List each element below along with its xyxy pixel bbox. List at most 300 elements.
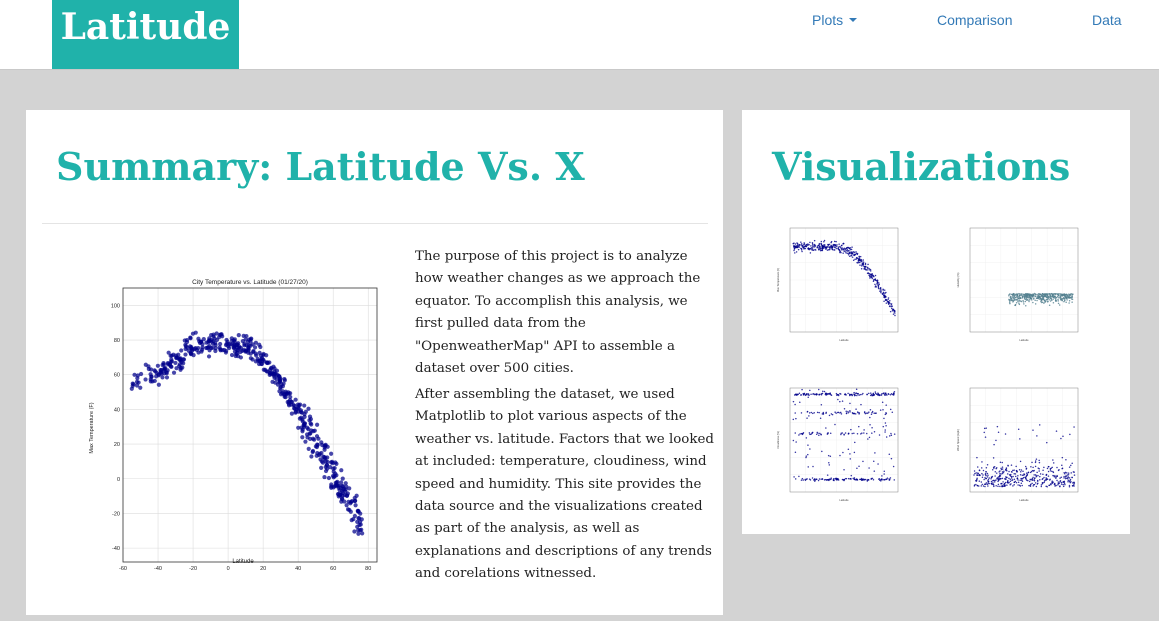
caret-down-icon (849, 18, 857, 22)
thumb-point (1050, 469, 1052, 471)
thumb-point (1000, 483, 1002, 485)
thumb-point (1026, 468, 1028, 470)
thumb-point (891, 306, 893, 308)
summary-title: Summary: Latitude Vs. X (56, 144, 585, 189)
thumb-point (1028, 472, 1030, 474)
thumb-point (832, 244, 834, 246)
thumb-point (1036, 300, 1038, 302)
thumb-point (866, 394, 868, 396)
scatter-point (322, 475, 326, 479)
thumb-point (979, 480, 981, 482)
thumb-point (813, 412, 815, 414)
thumb-point (801, 251, 803, 253)
thumb-point (1042, 483, 1044, 485)
thumb-point (997, 481, 999, 483)
thumb-point (809, 390, 811, 392)
thumb-point (1012, 301, 1014, 303)
thumb-point (993, 486, 995, 488)
nav-plots-dropdown[interactable] (812, 11, 857, 29)
thumb-point (985, 475, 987, 477)
thumb-point (1035, 462, 1037, 464)
thumb-point (861, 262, 863, 264)
thumb-point (984, 486, 986, 488)
nav-data-link[interactable]: Data (1092, 12, 1122, 28)
thumb-point (1016, 297, 1018, 299)
scatter-point (350, 518, 354, 522)
thumb-point (812, 244, 814, 246)
thumb-point (822, 249, 824, 251)
thumb-point (1065, 475, 1067, 477)
thumb-point (860, 433, 862, 435)
thumb-point (871, 278, 873, 280)
thumb-point (1009, 301, 1011, 303)
thumb-point (862, 393, 864, 395)
thumb-point (1047, 468, 1049, 470)
thumb-point (996, 472, 998, 474)
thumb-point (1053, 462, 1055, 464)
thumb-point (861, 264, 863, 266)
chart-title: City Temperature vs. Latitude (01/27/20) (192, 279, 308, 286)
scatter-point (309, 422, 313, 426)
scatter-point (290, 412, 294, 416)
x-tick-label: 60 (330, 566, 337, 572)
thumb-point (1074, 482, 1076, 484)
thumb-point (1042, 296, 1044, 298)
thumb-point (831, 413, 833, 415)
thumb-point (836, 479, 838, 481)
thumb-point (894, 433, 896, 435)
scatter-point (280, 391, 284, 395)
thumb-point (885, 296, 887, 298)
thumb-point (799, 392, 801, 394)
thumb-point (1038, 460, 1040, 462)
thumb-point (827, 474, 829, 476)
thumb-point (1042, 473, 1044, 475)
scatter-point (308, 431, 312, 435)
thumb-point (882, 401, 884, 403)
thumb-point (822, 393, 824, 395)
thumb-point (1073, 485, 1075, 487)
thumb-point (831, 248, 833, 250)
thumb-point (1059, 477, 1061, 479)
thumb-point (891, 435, 893, 437)
thumb-point (828, 249, 830, 251)
scatter-point (307, 447, 311, 451)
thumb-point (1036, 294, 1038, 296)
thumb-point (880, 409, 882, 411)
thumb-point (1044, 299, 1046, 301)
thumb-point (884, 294, 886, 296)
thumb-point (1064, 300, 1066, 302)
thumb-point (865, 479, 867, 481)
scatter-point (353, 496, 357, 500)
thumb-point (1021, 480, 1023, 482)
thumb-point (824, 479, 826, 481)
thumb-point (834, 241, 836, 243)
scatter-point (258, 351, 262, 355)
thumb-point (867, 479, 869, 481)
thumb-point (1003, 485, 1005, 487)
thumb-point (1020, 300, 1022, 302)
thumb-point (855, 254, 857, 256)
thumb-point (882, 409, 884, 411)
scatter-point (160, 375, 164, 379)
thumb-point (870, 409, 872, 411)
thumb-point (995, 471, 997, 473)
thumb-point (1013, 469, 1015, 471)
y-tick-label: 80 (113, 338, 120, 345)
thumb-point (977, 466, 979, 468)
thumb-point (1008, 478, 1010, 480)
thumb-point (809, 248, 811, 250)
thumb-wind-speed-chart[interactable] (952, 386, 1082, 506)
thumb-point (798, 476, 800, 478)
scatter-point (274, 377, 278, 381)
thumb-point (841, 413, 843, 415)
thumb-point (1022, 300, 1024, 302)
thumb-point (1017, 479, 1019, 481)
thumb-point (1019, 295, 1021, 297)
x-tick-label: 20 (260, 566, 267, 572)
thumb-point (894, 479, 896, 481)
thumb-point (1065, 302, 1067, 304)
thumb-point (987, 473, 989, 475)
thumb-point (807, 466, 809, 468)
thumb-point (991, 483, 993, 485)
thumb-point (1063, 486, 1065, 488)
thumb-point (793, 401, 795, 403)
scatter-point (344, 481, 348, 485)
summary-divider (42, 223, 708, 224)
thumb-point (884, 470, 886, 472)
thumb-point (1031, 299, 1033, 301)
thumb-point (890, 311, 892, 313)
thumb-point (809, 434, 811, 436)
thumb-point (1012, 476, 1014, 478)
thumb-point (865, 263, 867, 265)
thumb-point (1037, 297, 1039, 299)
thumb-point (887, 300, 889, 302)
thumb-point (1005, 482, 1007, 484)
thumb-point (1059, 304, 1061, 306)
thumb-point (1025, 466, 1027, 468)
thumb-point (1002, 478, 1004, 480)
scatter-point (339, 468, 343, 472)
thumb-point (875, 278, 877, 280)
thumb-point (982, 484, 984, 486)
thumb-point (996, 467, 998, 469)
thumb-point (871, 432, 873, 434)
thumb-point (979, 474, 981, 476)
thumb-point (828, 455, 830, 457)
thumb-point (1052, 475, 1054, 477)
thumb-point (1039, 293, 1041, 295)
scatter-point (228, 342, 232, 346)
nav-comparison-link[interactable]: Comparison (937, 12, 1013, 28)
thumb-point (1060, 480, 1062, 482)
thumb-point (1030, 479, 1032, 481)
thumb-point (819, 246, 821, 248)
thumb-point (1035, 474, 1037, 476)
thumb-point (993, 444, 995, 446)
thumb-point (871, 427, 873, 429)
thumb-point (995, 485, 997, 487)
thumb-point (894, 315, 896, 317)
scatter-point (219, 332, 223, 336)
scatter-point (347, 486, 351, 490)
brand-logo[interactable]: Latitude (52, 0, 239, 69)
scatter-point (249, 356, 253, 360)
thumb-point (1025, 305, 1027, 307)
thumb-point (1057, 484, 1059, 486)
thumb-point (1003, 471, 1005, 473)
thumb-point (1026, 294, 1028, 296)
thumb-point (836, 248, 838, 250)
thumb-point (1035, 303, 1037, 305)
thumb-humidity-chart[interactable] (952, 226, 1082, 346)
thumb-point (1048, 475, 1050, 477)
scatter-point (288, 391, 292, 395)
scatter-point (183, 352, 187, 356)
thumb-point (1031, 471, 1033, 473)
thumb-point (1053, 472, 1055, 474)
thumb-point (1058, 303, 1060, 305)
thumb-point (1069, 434, 1071, 436)
thumb-point (1032, 467, 1034, 469)
thumb-point (867, 273, 869, 275)
thumb-point (843, 469, 845, 471)
thumb-point (1007, 473, 1009, 475)
scatter-point (325, 460, 329, 464)
thumb-point (1028, 485, 1030, 487)
temperature-chart (82, 273, 382, 573)
thumb-point (1011, 479, 1013, 481)
thumb-point (1053, 297, 1055, 299)
thumb-point (1035, 482, 1037, 484)
thumb-point (997, 426, 999, 428)
thumb-point (1070, 472, 1072, 474)
thumb-point (1037, 483, 1039, 485)
scatter-point (268, 371, 272, 375)
thumb-point (861, 479, 863, 481)
thumb-point (885, 292, 887, 294)
scatter-point (230, 336, 234, 340)
thumb-point (851, 475, 853, 477)
thumb-point (1049, 293, 1051, 295)
thumb-point (978, 473, 980, 475)
thumb-point (982, 477, 984, 479)
thumb-point (870, 392, 872, 394)
thumb-point (1055, 475, 1057, 477)
thumb-point (1072, 485, 1074, 487)
thumb-point (988, 483, 990, 485)
thumb-point (852, 395, 854, 397)
scatter-point (183, 338, 187, 342)
thumb-point (800, 248, 802, 250)
thumb-point (1008, 299, 1010, 301)
thumb-point (1022, 474, 1024, 476)
scatter-point (238, 350, 242, 354)
scatter-point (300, 435, 304, 439)
thumb-point (893, 311, 895, 313)
thumb-point (1056, 430, 1058, 432)
thumb-point (818, 389, 820, 391)
thumb-point (984, 477, 986, 479)
scatter-point (237, 333, 241, 337)
scatter-point (254, 341, 258, 345)
scatter-point (248, 344, 252, 348)
thumb-point (1034, 477, 1036, 479)
thumb-point (1033, 479, 1035, 481)
thumb-point (1011, 297, 1013, 299)
thumb-point (795, 478, 797, 480)
thumb-point (801, 479, 803, 481)
thumb-point (996, 478, 998, 480)
thumb-point (848, 254, 850, 256)
thumb-point (859, 262, 861, 264)
chart-grid (123, 288, 377, 562)
thumb-point (846, 247, 848, 249)
thumb-point (848, 478, 850, 480)
thumb-point (1039, 424, 1041, 426)
thumb-point (819, 248, 821, 250)
thumb-point (1017, 294, 1019, 296)
thumb-point (849, 248, 851, 250)
thumb-point (823, 413, 825, 415)
thumb-point (859, 256, 861, 258)
thumb-point (795, 418, 797, 420)
thumb-point (890, 409, 892, 411)
thumb-point (1004, 483, 1006, 485)
thumb-point (1002, 473, 1004, 475)
thumb-point (831, 395, 833, 397)
thumb-point (982, 474, 984, 476)
scatter-point (334, 473, 338, 477)
thumb-point (1023, 301, 1025, 303)
thumb-cloudiness-chart[interactable] (772, 386, 902, 506)
thumb-point (1026, 299, 1028, 301)
thumb-point (851, 433, 853, 435)
scatter-point (213, 349, 217, 353)
thumb-point (806, 478, 808, 480)
thumb-point (801, 433, 803, 435)
scatter-point (168, 362, 172, 366)
thumb-point (1049, 304, 1051, 306)
thumb-point (1026, 475, 1028, 477)
thumb-point (1008, 471, 1010, 473)
thumb-point (1017, 301, 1019, 303)
thumb-point (1018, 298, 1020, 300)
thumb-point (1041, 486, 1043, 488)
thumb-point (850, 253, 852, 255)
thumb-point (1062, 435, 1064, 437)
thumb-point (1039, 476, 1041, 478)
thumb-point (870, 269, 872, 271)
thumb-point (873, 479, 875, 481)
thumb-point (825, 393, 827, 395)
thumb-point (1024, 477, 1026, 479)
thumb-point (806, 437, 808, 439)
thumb-points (792, 240, 895, 317)
thumb-point (1047, 299, 1049, 301)
thumb-point (801, 412, 803, 414)
thumb-point (1038, 468, 1040, 470)
chart-ticks (111, 303, 371, 572)
scatter-point (331, 461, 335, 465)
thumb-point (1031, 462, 1033, 464)
scatter-point (358, 520, 362, 524)
scatter-point (162, 367, 166, 371)
thumb-point (830, 456, 832, 458)
thumb-point (1069, 486, 1071, 488)
thumb-point (893, 392, 895, 394)
thumb-point (993, 457, 995, 459)
thumb-point (1069, 295, 1071, 297)
thumb-point (820, 243, 822, 245)
thumb-point (1035, 460, 1037, 462)
thumb-point (999, 486, 1001, 488)
scatter-point (353, 503, 357, 507)
thumb-point (828, 393, 830, 395)
scatter-point (131, 381, 135, 385)
thumb-point (1015, 481, 1017, 483)
scatter-point (333, 466, 337, 470)
thumb-point (862, 461, 864, 463)
thumb-point (820, 250, 822, 252)
thumb-point (812, 249, 814, 251)
thumb-point (994, 481, 996, 483)
thumb-point (816, 432, 818, 434)
thumb-points (1008, 293, 1073, 307)
thumb-point (846, 413, 848, 415)
thumb-point (844, 247, 846, 249)
thumb-point (978, 485, 980, 487)
thumb-point (1048, 299, 1050, 301)
thumb-point (864, 266, 866, 268)
scatter-point (138, 386, 142, 390)
thumb-point (1041, 484, 1043, 486)
thumb-point (1042, 478, 1044, 480)
thumb-point (1023, 296, 1025, 298)
thumb-point (814, 480, 816, 482)
thumb-point (871, 394, 873, 396)
thumb-point (983, 470, 985, 472)
thumb-point (848, 412, 850, 414)
thumb-point (1053, 302, 1055, 304)
thumb-point (803, 247, 805, 249)
thumb-point (818, 480, 820, 482)
thumb-point (854, 452, 856, 454)
thumb-point (793, 419, 795, 421)
thumb-point (860, 256, 862, 257)
thumb-point (1012, 296, 1014, 298)
thumb-point (1046, 294, 1048, 296)
thumb-point (1012, 470, 1014, 472)
thumb-point (877, 463, 879, 465)
thumb-point (1020, 485, 1022, 487)
thumb-point (1040, 299, 1042, 301)
thumb-point (1045, 293, 1047, 295)
thumb-point (1068, 296, 1070, 298)
thumb-point (793, 440, 795, 442)
thumb-point (1010, 476, 1012, 478)
thumb-temperature-chart[interactable] (772, 226, 902, 346)
thumb-point (1064, 473, 1066, 475)
thumb-point (877, 392, 879, 394)
thumb-point (827, 479, 829, 481)
thumb-point (1006, 468, 1008, 470)
thumb-point (1068, 480, 1070, 482)
